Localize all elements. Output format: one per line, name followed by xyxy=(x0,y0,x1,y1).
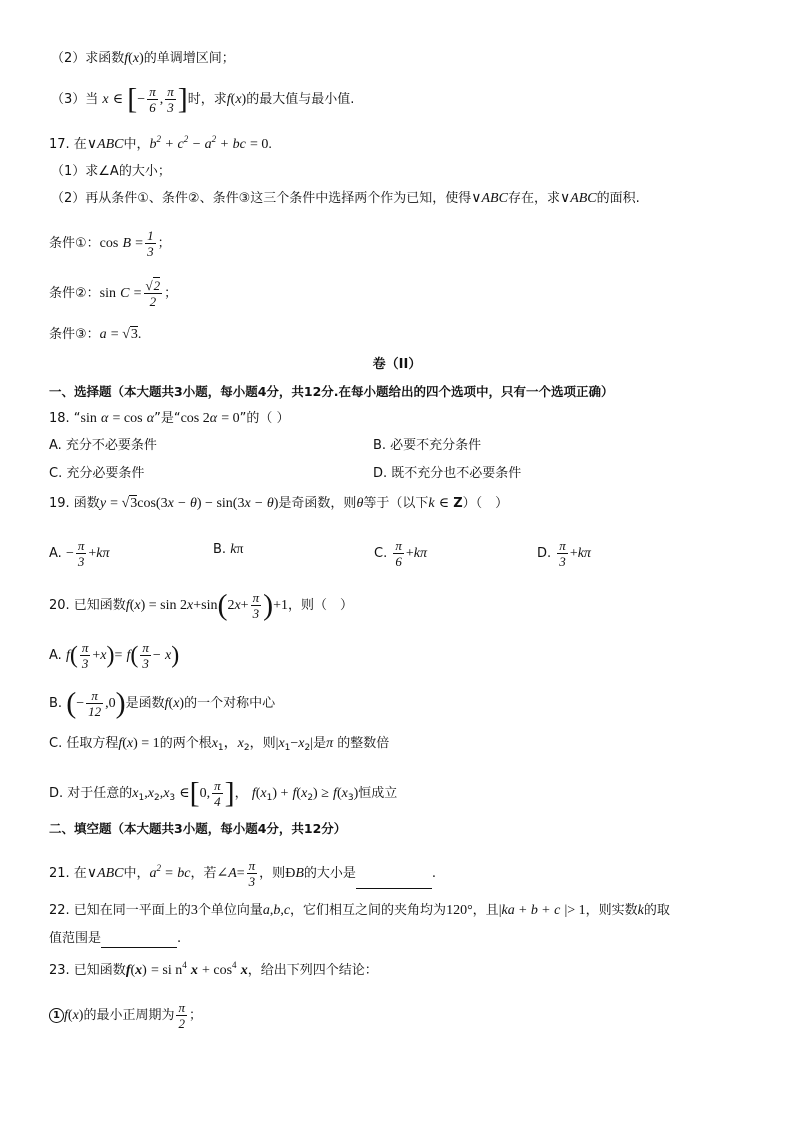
q17-part2: （2）再从条件①、条件②、条件③这三个条件中选择两个作为已知，使得∨ABC存在，求∨ABC的面积. xyxy=(51,191,640,206)
q21-stem: 21. 在∨ABC中，$a^2$ = bc，若∠A= $\frac{\pi}{3}$ ，则ÐB的大小是 . xyxy=(49,858,437,889)
q16-part2: （2）求函数f(x)的单调增区间； xyxy=(51,51,235,66)
q20-option-c: C. 任取方程f(x) = 1的两个根$x_1$，$x_2$，则$|x_1-x_2|$是π 的整数倍 xyxy=(49,736,390,753)
q20-option-b: B. (− $\frac{\pi}{12}$ ,0)是函数f(x)的一个对称中心 xyxy=(49,686,276,720)
q20-option-d: D. 对于任意的$x_1,x_2,x_3$ ∈[0, $\frac{\pi}{4}$ ]， $f(x_1) + f(x_2) \ge f(x_3)$恒成立 xyxy=(49,776,398,810)
q20-option-a: A. f( $\frac{\pi}{3}$ +x)= f( $\frac{\pi}{3}$ − x) xyxy=(49,640,180,671)
circled-one-icon: 1 xyxy=(49,1008,64,1023)
part2-title: 卷（II） xyxy=(372,357,422,372)
q18-option-c: C. 充分必要条件 xyxy=(49,466,145,481)
q20-stem: 20. 已知函数f(x) = sin 2x+sin(2x+ $\frac{\pi}{3}$ )+1，则（ ） xyxy=(49,588,354,622)
q17-condition-3: 条件③：a = √3. xyxy=(49,327,142,342)
q19-option-b: B. kπ xyxy=(213,542,244,557)
q22-stem: 22. 已知在同一平面上的3个单位向量a,b,c，它们相互之间的夹角均为120°，且|ka + b + c |> 1，则实数k的取 xyxy=(49,903,670,918)
q18-option-b: B. 必要不充分条件 xyxy=(373,438,482,453)
q18-stem: 18. “sin α = cos α”是“cos 2α = 0”的（ ） xyxy=(49,411,290,426)
q19-option-d: D. $\frac{\pi}{3}$ +kπ xyxy=(537,538,591,569)
section1-heading: 一、选择题（本大题共3小题，每小题4分，共12分.在每小题给出的四个选项中，只有一个选项正确） xyxy=(49,384,614,399)
q17-part1: （1）求∠A的大小； xyxy=(51,164,171,179)
q23-stem: 23. 已知函数f(x) = si $n^4$ $x + \cos^4 x$，给出下列四个结论： xyxy=(49,960,378,978)
q18-option-a: A. 充分不必要条件 xyxy=(49,438,157,453)
q23-conclusion-1: 1 f(x)的最小正周期为 $\frac{\pi}{2}$ ； xyxy=(49,1000,202,1031)
section2-heading: 二、填空题（本大题共3小题，每小题4分，共12分） xyxy=(49,821,347,836)
q17-condition-2: 条件②：sin C = $\frac{√2}{2}$ ； xyxy=(49,278,178,309)
q19-option-a: A. − $\frac{\pi}{3}$ +kπ xyxy=(49,538,110,569)
q17-stem: 17. 在∨ABC中，$b^2 + c^2 - a^2$ + bc = 0. xyxy=(49,134,272,152)
q19-option-c: C. $\frac{\pi}{6}$ +kπ xyxy=(374,538,428,569)
q22-line2: 值范围是 . xyxy=(49,931,182,946)
q16-part3: （3）当 x ∈ [− $\frac{\pi}{6}$ , $\frac{\pi}{3}$ ]时，求f(x)的最大值与最小值. xyxy=(51,82,355,116)
q19-stem: 19. 函数y = √3cos(3x − θ) − sin(3x − θ)是奇函数，则θ等于（以下k ∈ Z）（ ） xyxy=(49,496,509,511)
q18-option-d: D. 既不充分也不必要条件 xyxy=(373,466,522,481)
q17-condition-1: 条件①：cos B = $\frac{1}{3}$ ； xyxy=(49,228,171,259)
